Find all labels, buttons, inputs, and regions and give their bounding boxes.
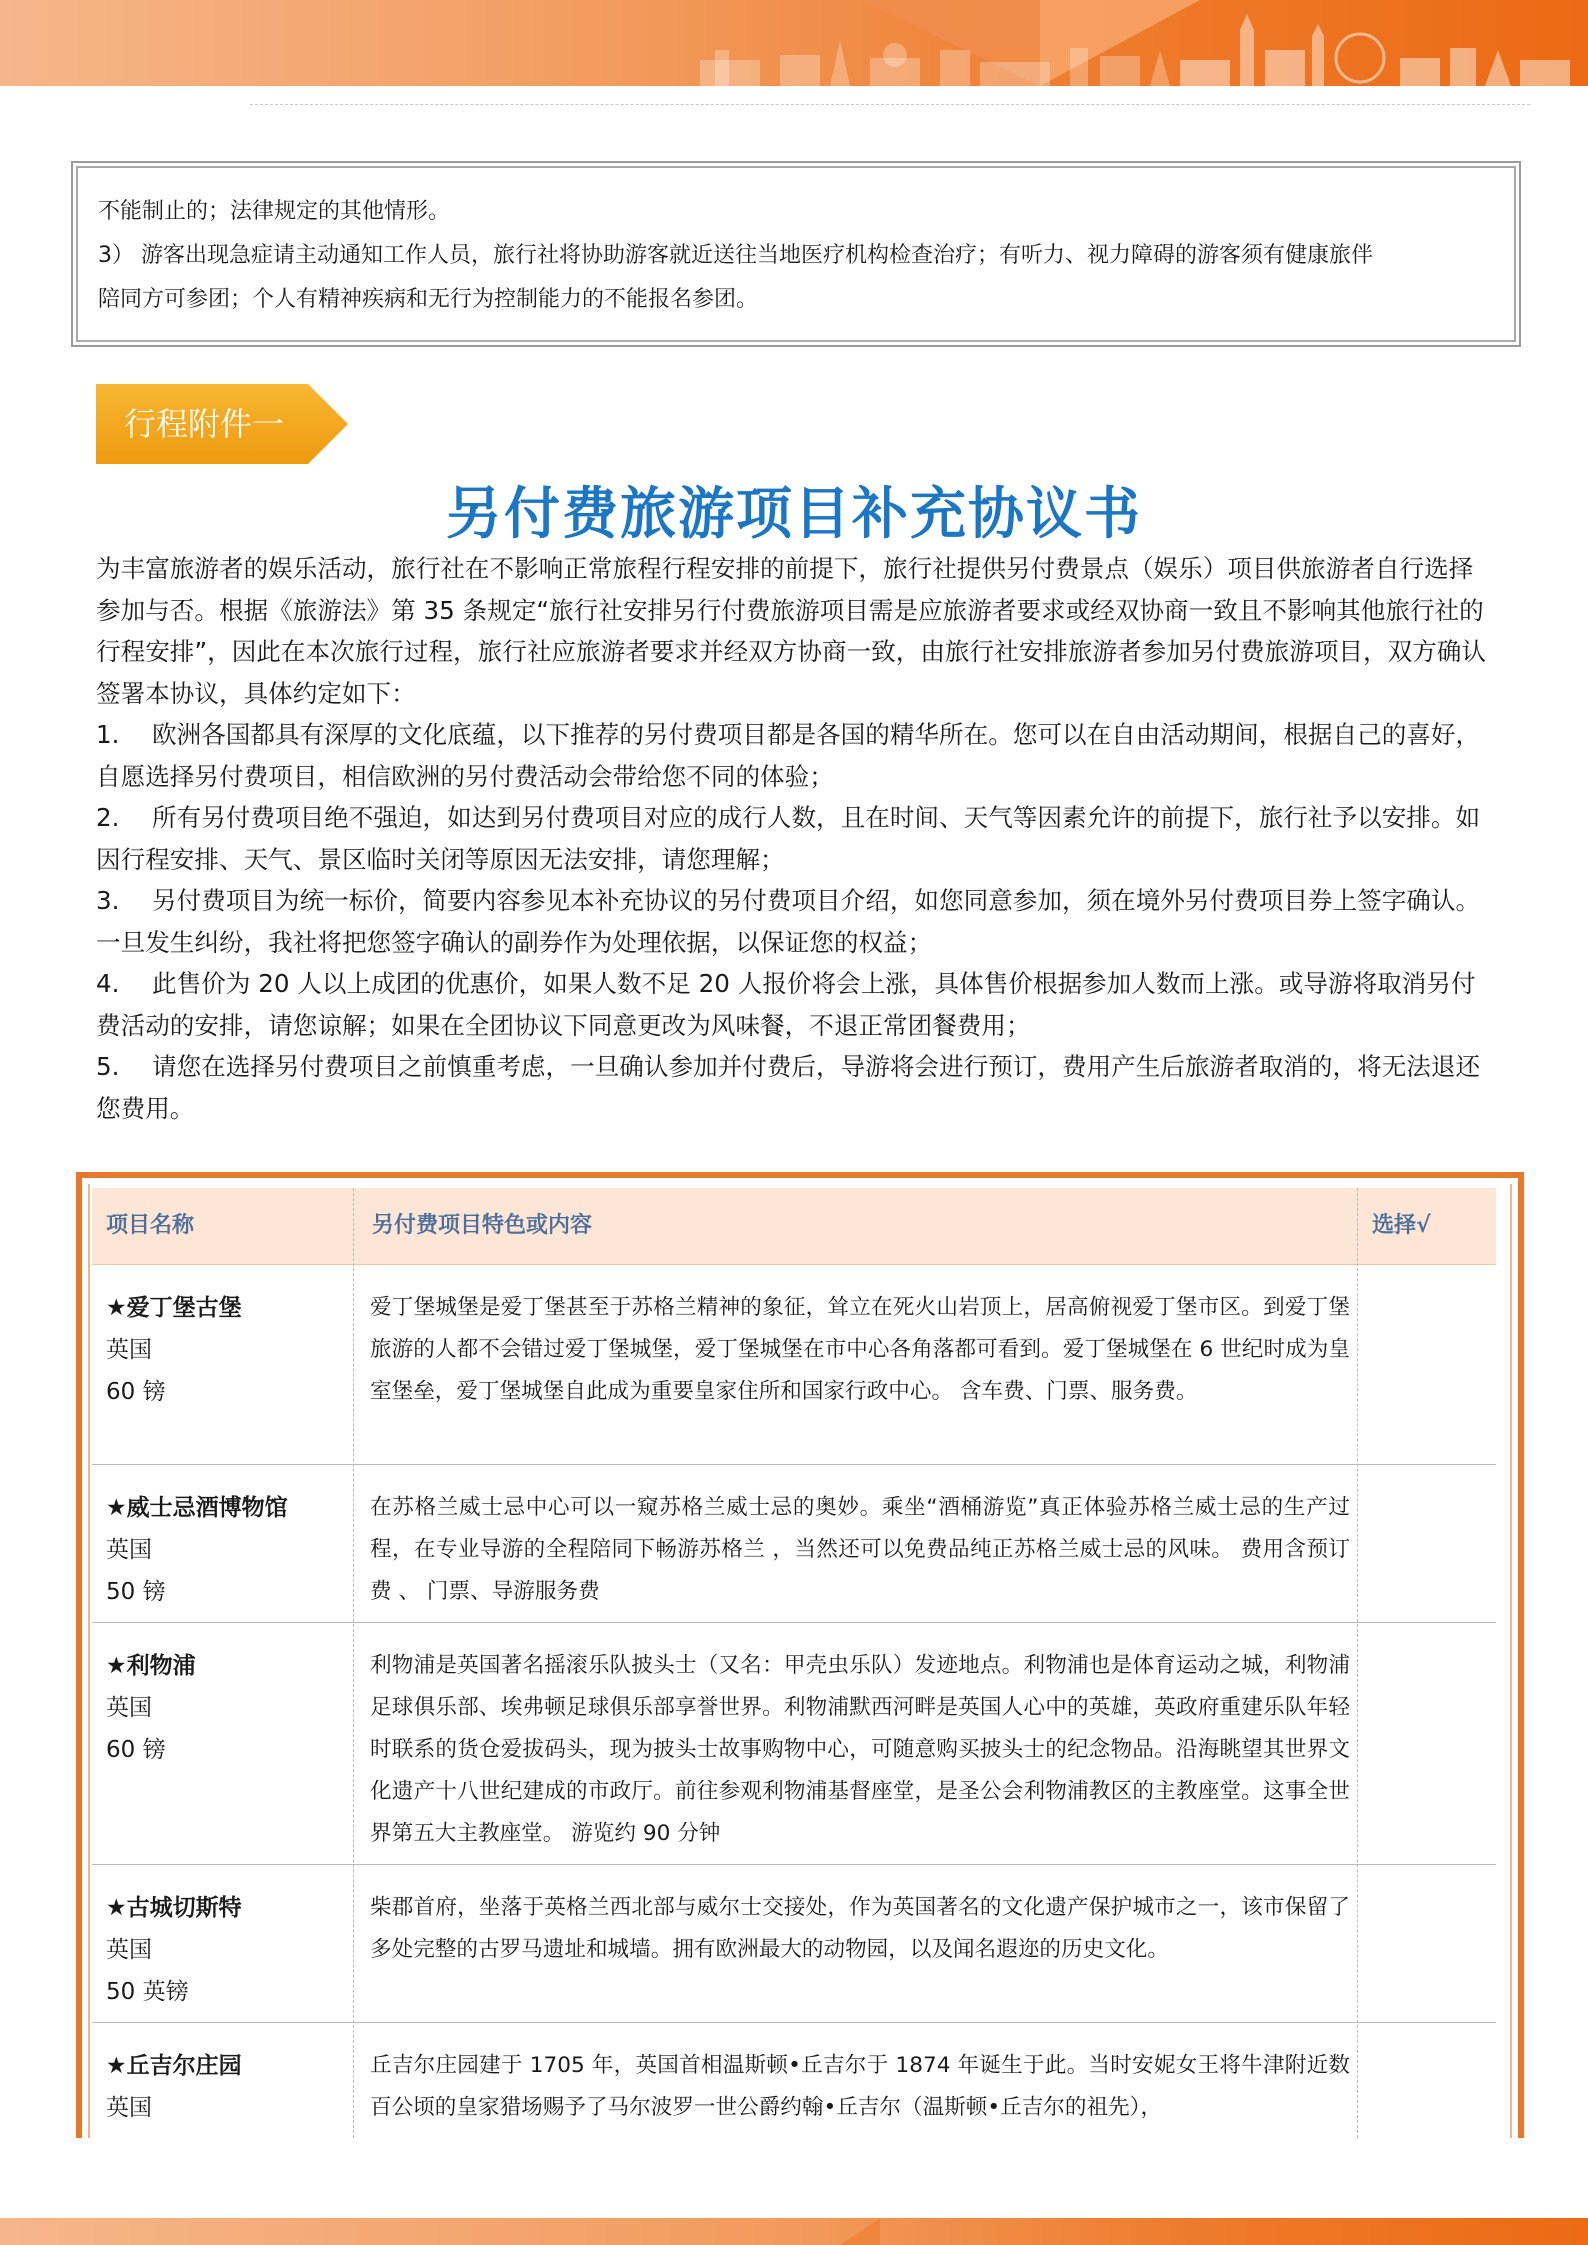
project-price: 60 镑 [106,1737,166,1763]
intro-paragraph: 为丰富旅游者的娱乐活动，旅行社在不影响正常旅程行程安排的前提下，旅行社提供另付费景点（娱乐）项目供旅游者自行选择参加与否。根据《旅游法》第 35 条规定“旅行社安排另行付费旅游项目需是应旅游者要求或经双协商一致且不影响其他旅行社的行程安排”，因此在本次旅行过程，旅行社应旅游者要求并经双方协商一致，由旅行社安排旅游者参加另付费旅游项目，双方确认签署本协议，具体约定如下： [96,554,1486,708]
project-country: 英国 [106,1695,152,1721]
project-name: ★威士忌酒博物馆 [106,1495,288,1521]
table-header [92,1188,1496,1265]
project-country: 英国 [106,2095,152,2121]
list-item [96,714,1496,797]
project-desc: 丘吉尔庄园建于 1705 年，英国首相温斯顿•丘吉尔于 1874 年诞生于此。当时安妮女王将牛津附近数百公顷的皇家猎场赐予了马尔波罗一世公爵约翰•丘吉尔（温斯顿•丘吉尔的祖先）， [370,2053,1350,2120]
bottom-banner [0,2218,1588,2245]
list-item-number: 3. [96,886,120,915]
project-price: 60 镑 [106,1379,166,1405]
list-item [96,963,1496,1046]
section-badge-label: 行程附件一 [124,405,285,443]
project-price: 50 镑 [106,1579,166,1605]
project-name: ★丘吉尔庄园 [106,2053,242,2079]
notice-box [76,166,1516,342]
project-table [76,1172,1524,2138]
project-name: ★利物浦 [106,1653,196,1679]
header-project-desc: 另付费项目特色或内容 [372,1213,593,1238]
notice-line-1: 不能制止的；法律规定的其他情形。 [98,199,451,224]
list-item-number: 4. [96,969,120,998]
project-country: 英国 [106,1537,152,1563]
notice-line-3: 陪同方可参团；个人有精神疾病和无行为控制能力的不能报名参团。 [98,287,759,312]
project-country: 英国 [106,1337,152,1363]
project-country: 英国 [106,1937,152,1963]
list-item [96,797,1496,880]
section-badge [96,384,348,464]
list-item [96,880,1496,963]
list-item-number: 5. [96,1052,120,1081]
header-choose: 选择√ [1372,1213,1431,1238]
list-item [96,1046,1496,1129]
table-row [92,2023,1496,2138]
project-desc: 在苏格兰威士忌中心可以一窥苏格兰威士忌的奥妙。乘坐“酒桶游览”真正体验苏格兰威士忌的生产过程，在专业导游的全程陪同下畅游苏格兰 ，当然还可以免费品纯正苏格兰威士忌的风味。 费用含预订费 、 门票、导游服务费 [370,1495,1350,1604]
list-item-text: 欧洲各国都具有深厚的文化底蕴，以下推荐的另付费项目都是各国的精华所在。您可以在自由活动期间，根据自己的喜好，自愿选择另付费项目，相信欧洲的另付费活动会带给您不同的体验； [96,720,1481,791]
header-project-name: 项目名称 [106,1213,195,1238]
top-banner [0,0,1588,86]
project-desc: 利物浦是英国著名摇滚乐队披头士（又名：甲壳虫乐队）发迹地点。利物浦也是体育运动之城，利物浦足球俱乐部、埃弗顿足球俱乐部享誉世界。利物浦默西河畔是英国人心中的英雄，英政府重建乐队年轻时联系的货仓爱拔码头，现为披头士故事购物中心，可随意购买披头士的纪念物品。沿海眺望其世界文化遗产十八世纪建成的市政厅。前往参观利物浦基督座堂，是圣公会利物浦教区的主教座堂。这事全世界第五大主教座堂。 游览约 90 分钟 [370,1653,1350,1846]
project-desc: 爱丁堡城堡是爱丁堡甚至于苏格兰精神的象征，耸立在死火山岩顶上，居高俯视爱丁堡市区。到爱丁堡旅游的人都不会错过爱丁堡城堡，爱丁堡城堡在市中心各角落都可看到。爱丁堡城堡在 6 世纪时成为皇室堡垒，爱丁堡城堡自此成为重要皇家住所和国家行政中心。 含车费、门票、服务费。 [370,1295,1350,1404]
project-name: ★爱丁堡古堡 [106,1295,242,1321]
table-row [92,1465,1496,1623]
project-price: 50 英镑 [106,1979,189,2005]
list-item-text: 请您在选择另付费项目之前慎重考虑，一旦确认参加并付费后，导游将会进行预订，费用产生后旅游者取消的，将无法退还您费用。 [96,1052,1481,1123]
header-divider [250,104,1530,105]
project-desc: 柴郡首府，坐落于英格兰西北部与威尔士交接处，作为英国著名的文化遗产保护城市之一，该市保留了多处完整的古罗马遗址和城墙。拥有欧洲最大的动物园，以及闻名遐迩的历史文化。 [370,1895,1350,1962]
list-item-number: 1. [96,720,120,749]
project-name: ★古城切斯特 [106,1895,242,1921]
table-row [92,1623,1496,1865]
list-item-text: 此售价为 20 人以上成团的优惠价，如果人数不足 20 人报价将会上涨，具体售价根据参加人数而上涨。或导游将取消另付费活动的安排，请您谅解；如果在全团协议下同意更改为风味餐，不退正常团餐费用； [96,969,1476,1040]
table-row [92,1865,1496,2023]
notice-line-2: 3） 游客出现急症请主动通知工作人员，旅行社将协助游客就近送往当地医疗机构检查治疗；有听力、视力障碍的游客须有健康旅伴 [98,243,1373,268]
list-item-text: 另付费项目为统一标价，简要内容参见本补充协议的另付费项目介绍，如您同意参加，须在境外另付费项目券上签字确认。一旦发生纠纷，我社将把您签字确认的副券作为处理依据，以保证您的权益； [96,886,1481,957]
list-item-text: 所有另付费项目绝不强迫，如达到另付费项目对应的成行人数，且在时间、天气等因素允许的前提下，旅行社予以安排。如因行程安排、天气、景区临时关闭等原因无法安排，请您理解； [96,803,1481,874]
city-skyline-icon [680,0,1580,86]
list-item-number: 2. [96,803,120,832]
agreement-body [96,548,1496,1129]
page-title: 另付费旅游项目补充协议书 [446,482,1142,547]
table-row [92,1265,1496,1465]
